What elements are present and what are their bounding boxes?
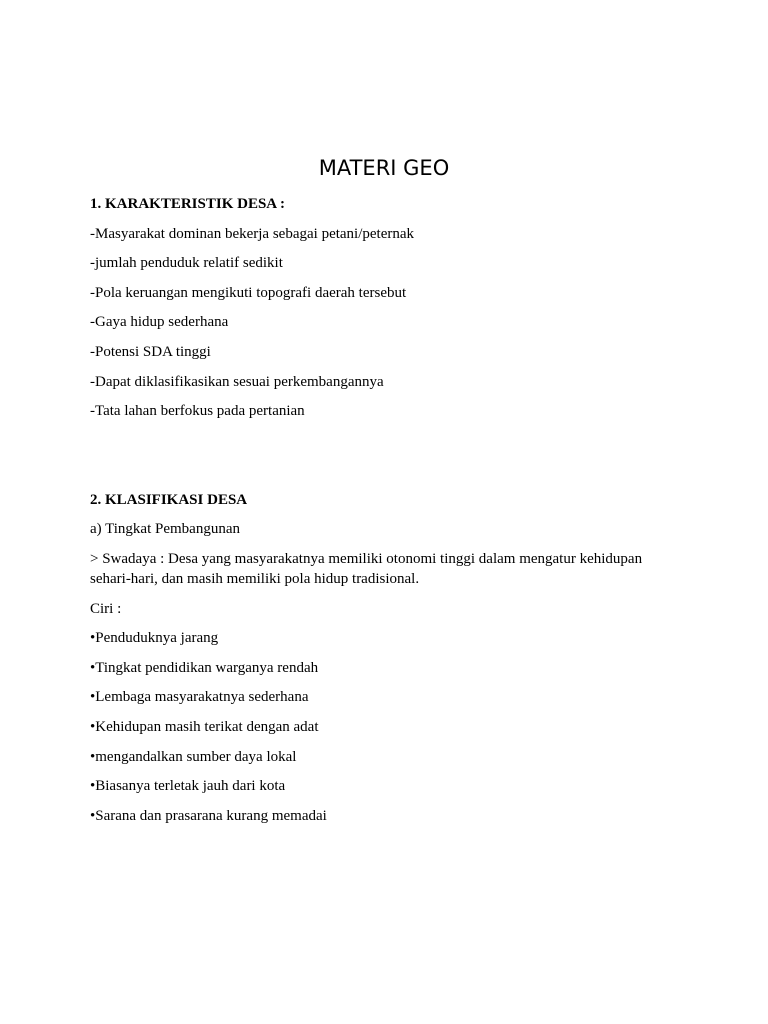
ciri-item: •mengandalkan sumber daya lokal	[90, 748, 297, 765]
section1-heading: 1. KARAKTERISTIK DESA :	[90, 196, 286, 212]
section1-item: -jumlah penduduk relatif sedikit	[90, 255, 283, 272]
ciri-label: Ciri :	[90, 600, 122, 617]
section-spacer	[90, 431, 680, 490]
section1-item: -Pola keruangan mengikuti topografi daerah tersebut	[90, 284, 407, 301]
section2-heading: 2. KLASIFIKASI DESA	[90, 491, 248, 508]
document-title: MATERI GEO	[318, 156, 450, 180]
ciri-item: •Tingkat pendidikan warganya rendah	[90, 659, 319, 676]
section2-definition: > Swadaya : Desa yang masyarakatnya memiliki otonomi tinggi dalam mengatur kehidupan sehari-hari, dan masih memiliki pola hidup tradisional.	[90, 550, 643, 587]
ciri-item: •Lembaga masyarakatnya sederhana	[90, 689, 309, 706]
section1-item: -Potensi SDA tinggi	[90, 343, 211, 360]
section1-item: -Dapat diklasifikasikan sesuai perkembangannya	[90, 373, 384, 390]
ciri-item: •Sarana dan prasarana kurang memadai	[90, 807, 327, 824]
document-body	[90, 194, 680, 835]
section1-item: -Tata lahan berfokus pada pertanian	[90, 403, 305, 420]
ciri-item: •Penduduknya jarang	[90, 630, 219, 647]
ciri-item: •Biasanya terletak jauh dari kota	[90, 778, 286, 795]
section1-item: -Masyarakat dominan bekerja sebagai petani/peternak	[90, 225, 415, 242]
ciri-item: •Kehidupan masih terikat dengan adat	[90, 718, 319, 735]
section1-item: -Gaya hidup sederhana	[90, 314, 229, 331]
section2-subheading: a) Tingkat Pembangunan	[90, 521, 240, 538]
